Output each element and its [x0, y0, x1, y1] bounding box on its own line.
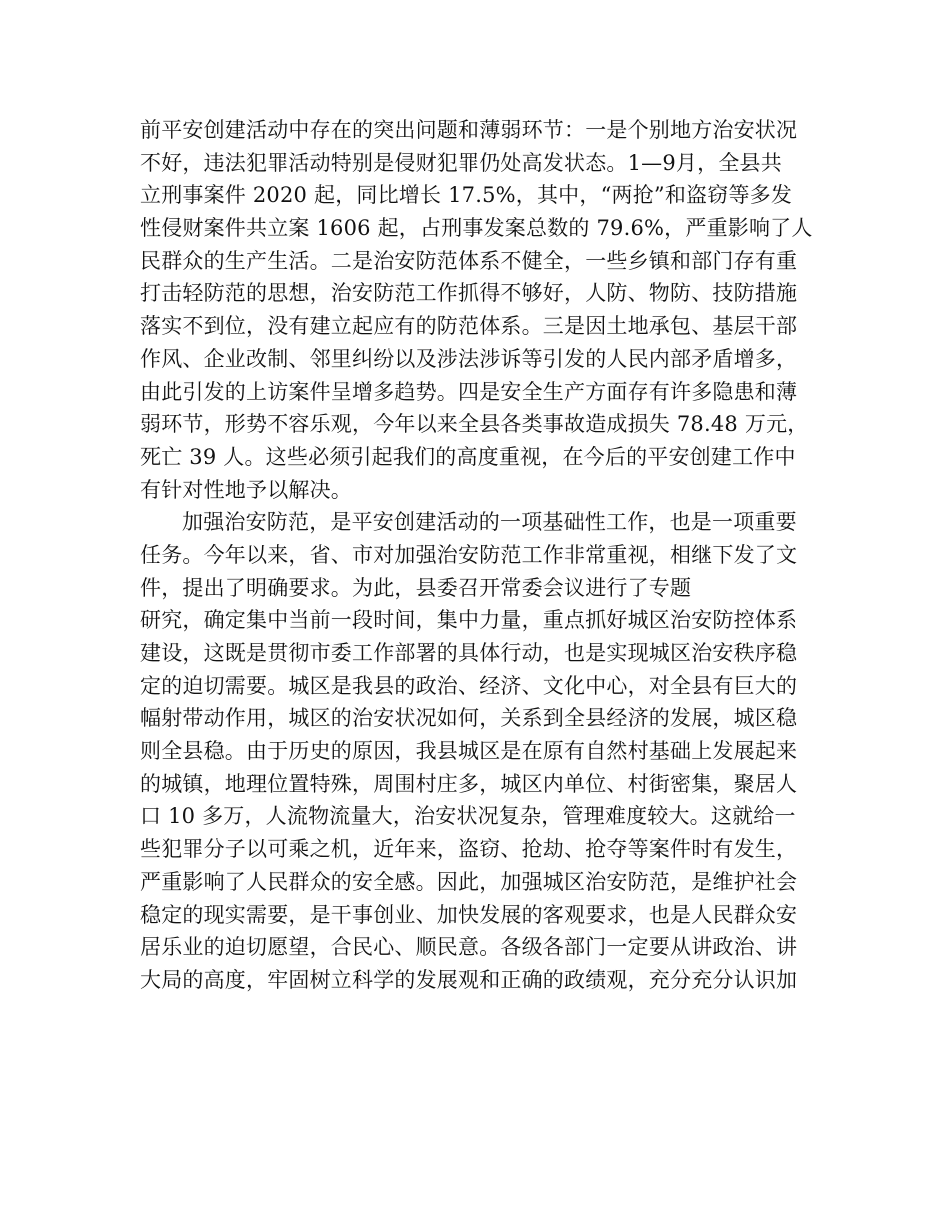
text-line: 落实不到位，没有建立起应有的防范体系。三是因土地承包、基层干部 — [140, 314, 798, 339]
text-line: 作风、企业改制、邻里纠纷以及涉法涉诉等引发的人民内部矛盾增多， — [140, 346, 798, 371]
text-line: 任务。今年以来，省、市对加强治安防范工作非常重视，相继下发了文 — [140, 542, 798, 567]
text-line: 加强治安防范，是平安创建活动的一项基础性工作，也是一项重要 — [182, 510, 797, 535]
text-line: 幅射带动作用，城区的治安状况如何，关系到全县经济的发展，城区稳 — [140, 706, 798, 731]
text-line: 有针对性地予以解决。 — [140, 477, 352, 502]
text-line: 民群众的生产生活。二是治安防范体系不健全，一些乡镇和部门存有重 — [140, 248, 798, 273]
text-line: 件，提出了明确要求。为此，县委召开常委会议进行了专题 — [140, 575, 692, 600]
text-line: 稳定的现实需要，是干事创业、加快发展的客观要求，也是人民群众安 — [140, 902, 798, 927]
text-line: 定的迫切需要。城区是我县的政治、经济、文化中心，对全县有巨大的 — [140, 673, 798, 698]
text-line: 由此引发的上访案件呈增多趋势。四是安全生产方面存有许多隐患和薄 — [140, 379, 798, 404]
text-line: 大局的高度，牢固树立科学的发展观和正确的政绩观，充分充分认识加 — [140, 967, 798, 992]
text-line: 些犯罪分子以可乘之机，近年来，盗窃、抢劫、抢夺等案件时有发生， — [140, 837, 798, 862]
text-line: 口 10 多万，人流物流量大，治安状况复杂，管理难度较大。这就给一 — [140, 804, 796, 829]
text-line: 立刑事案件 2020 起，同比增长 17.5%，其中，“两抢”和盗窃等多发 — [140, 183, 793, 208]
text-line: 研究，确定集中当前一段时间，集中力量，重点抓好城区治安防控体系 — [140, 608, 798, 633]
text-line: 居乐业的迫切愿望，合民心、顺民意。各级各部门一定要从讲政治、讲 — [140, 935, 798, 960]
text-line: 弱环节，形势不容乐观，今年以来全县各类事故造成损失 78.48 万元， — [140, 412, 809, 437]
body-text — [140, 114, 820, 997]
text-line: 的城镇，地理位置特殊，周围村庄多，城区内单位、村街密集，聚居人 — [140, 771, 798, 796]
text-line: 不好，违法犯罪活动特别是侵财犯罪仍处高发状态。1—9月，全县共 — [140, 150, 782, 175]
text-line: 严重影响了人民群众的安全感。因此，加强城区治安防范，是维护社会 — [140, 869, 798, 894]
text-line: 则全县稳。由于历史的原因，我县城区是在原有自然村基础上发展起来 — [140, 739, 798, 764]
text-line: 打击轻防范的思想，治安防范工作抓得不够好，人防、物防、技防措施 — [140, 281, 798, 306]
text-line: 前平安创建活动中存在的突出问题和薄弱环节：一是个别地方治安状况 — [140, 118, 798, 142]
text-line: 性侵财案件共立案 1606 起，占刑事发案总数的 79.6%，严重影响了人 — [140, 216, 813, 241]
text-line: 建设，这既是贯彻市委工作部署的具体行动，也是实现城区治安秩序稳 — [140, 641, 798, 665]
text-line: 死亡 39 人。这些必须引起我们的高度重视，在今后的平安创建工作中 — [140, 444, 796, 469]
